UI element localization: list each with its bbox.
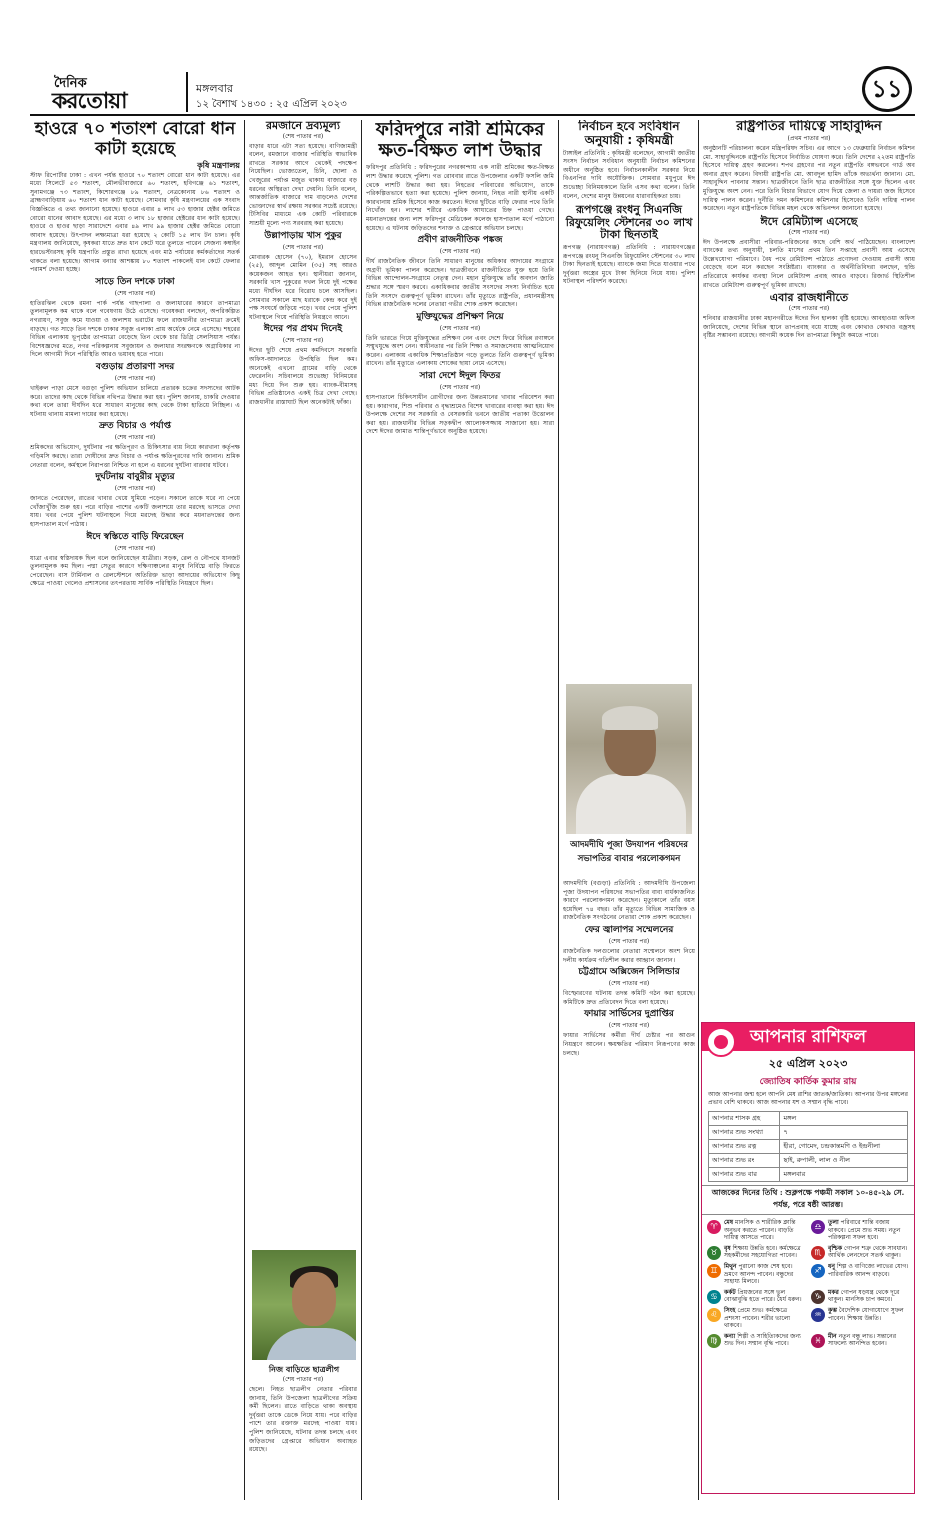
- subhead-accident: দুর্ঘটনায় বাবুরীর মৃত্যুর: [95, 472, 175, 483]
- continued-label: (শেষ পাতার পর): [608, 937, 650, 945]
- table-row: [709, 1112, 908, 1126]
- zodiac-symbol-icon: ♋: [707, 1290, 721, 1304]
- body-president: অনুষ্ঠানটি পরিচালনা করেন মন্ত্রিপরিষদ সচিব। এর আগে ১৩ ফেব্রুয়ারি নির্বাচন কমিশন মো. সাহাবুদ্দিনকে রাষ্ট্রপতি হিসেবে নির্বাচিত ঘোষণা করে। তিনি দেশের ২২তম রাষ্ট্রপতি হিসেবে দায়িত্ব গ্রহণ করলেন। শপথ গ্রহণের পর নতুন রাষ্ট্রপতি বঙ্গভবনে গার্ড অব অনার গ্রহণ করেন। বিদায়ী রাষ্ট্রপতি মো. আবদুল হামিদ তাঁকে অভ্যর্থনা জানান। মো. সাহাবুদ্দিন পাবনার সন্তান। ছাত্রজীবনে তিনি ছাত্র রাজনীতির সঙ্গে যুক্ত ছিলেন এবং মুক্তিযুদ্ধে অংশ নেন। পরে তিনি বিচার বিভাগে যোগ দিয়ে জেলা ও দায়রা জজ হিসেবে দায়িত্ব পালন করেন। দুর্নীতি দমন কমিশনের কমিশনার হিসেবেও তিনি দায়িত্ব পালন করেছেন। নতুন রাষ্ট্রপতিকে বিভিন্ন মহল থেকে অভিনন্দন জানানো হয়েছে।: [703, 144, 915, 213]
- zodiac-sign-entry: [707, 1263, 805, 1286]
- photo-detail: [576, 774, 686, 834]
- subhead-oxygen: চট্টগ্রামে অক্সিজেন সিলিন্ডার: [578, 967, 680, 978]
- continued-label: (শেষ পাতার পর): [439, 324, 481, 332]
- continued-label: (শেষ পাতার পর): [114, 434, 156, 442]
- lucky-value: হীরা, গোমেদ, চন্দ্রকান্তমণি ও ইন্দ্রনীলা: [780, 1140, 908, 1154]
- lucky-label: আপনার শুভ বার: [709, 1168, 780, 1182]
- body-eid-travel: যাত্রা এবার স্বস্তিদায়ক ছিল বলে জানিয়েছেন যাত্রীরা। সড়ক, রেল ও নৌপথে যানজট তুলনামূলক কম ছিল। পদ্মা সেতুর কারণে দক্ষিণাঞ্চলের মানুষ নির্বিঘ্নে বাড়ি ফিরতে পেরেছেন। বাস টার্মিনাল ও রেলস্টেশনে অতিরিক্ত ভাড়া আদায়ের অভিযোগ কিছু ক্ষেত্রে পাওয়া গেলেও প্রশাসনের তৎপরতায় সার্বিক পরিস্থিতি নিয়ন্ত্রণে ছিল।: [30, 554, 240, 588]
- table-row: [709, 1126, 908, 1140]
- subhead-politician: প্রবীণ রাজনীতিক পঙ্কজ: [417, 235, 503, 246]
- body-politician: দীর্ঘ রাজনৈতিক জীবনে তিনি সাধারণ মানুষের অধিকার আদায়ের সংগ্রামে অগ্রণী ভূমিকা পালন করেছেন। ছাত্রজীবনে রাজনীতিতে যুক্ত হয়ে তিনি বিভিন্ন আন্দোলন-সংগ্রামে নেতৃত্ব দেন। মহান মুক্তিযুদ্ধে তাঁর অবদান জাতি শ্রদ্ধার সঙ্গে স্মরণ করবে। একাধিকবার জাতীয় সংসদের সদস্য নির্বাচিত হয়ে তিনি সংসদে গুরুত্বপূর্ণ ভূমিকা রাখেন। তাঁর মৃত্যুতে রাষ্ট্রপতি, প্রধানমন্ত্রীসহ বিভিন্ন রাজনৈতিক দলের নেতারা গভীর শোক প্রকাশ করেছেন।: [366, 258, 554, 309]
- column-rule: [361, 120, 362, 1500]
- zodiac-text: [724, 1333, 805, 1348]
- zodiac-forecast: শিল্পী ও সাহিত্যিকদের জন্য শুভ দিন। সম্মান বৃদ্ধি পাবে।: [724, 1332, 801, 1348]
- body-dhaka: হাতিরঝিল থেকে রমনা পার্ক পর্যন্ত গাছপালা ও জলাধারের কারণে তাপমাত্রা তুলনামূলক কম থাকে বলে গবেষণায় উঠে এসেছে। গবেষকরা বলছেন, অপরিকল্পিত নগরায়ণ, সবুজ কমে যাওয়া ও জলাশয় ভরাটের ফলে রাজধানীর তাপমাত্রা ক্রমেই বাড়ছে। গত সাড়ে তিন দশকে ঢাকার সবুজ এলাকা প্রায় অর্ধেকে নেমে এসেছে। শহরের বিভিন্ন এলাকায় ভূপৃষ্ঠের তাপমাত্রা বেড়েছে তিন থেকে চার ডিগ্রি সেলসিয়াস পর্যন্ত। বিশেষজ্ঞদের মতে, নগর পরিকল্পনায় সবুজায়ন ও জলাধার সংরক্ষণকে অগ্রাধিকার না দিলে আগামী দিনে পরিস্থিতি আরও ভয়াবহ হতে পারে।: [30, 299, 240, 359]
- zodiac-wheel-icon: [706, 1027, 736, 1057]
- body-robbery: রূপগঞ্জ (নারায়ণগঞ্জ) প্রতিনিধি : নারায়ণগঞ্জের রূপগঞ্জে রংধনু সিএনজি রিফুয়েলিং স্টেশনের ৩০ লাখ টাকা ছিনতাই হয়েছে। ব্যাংকে জমা দিতে যাওয়ার পথে দুর্বৃত্তরা অস্ত্রের মুখে টাকা ছিনিয়ে নিয়ে যায়। পুলিশ ঘটনাস্থল পরিদর্শন করেছে।: [563, 244, 695, 286]
- continued-label: (শেষ পাতার পর): [282, 1376, 324, 1383]
- article-elections: [563, 120, 695, 680]
- zodiac-name: বৃষ: [724, 1244, 731, 1252]
- subhead-bogura: বগুড়ায় প্রতারণা সদর: [95, 361, 175, 372]
- zodiac-forecast: শিল্প ও বাণিজ্যে লাভের যোগ। পারিবারিক আনন্দ বাড়বে।: [828, 1262, 909, 1278]
- body-obituary: আদমদীঘি (বগুড়া) প্রতিনিধি : আদমদীঘি উপজেলা পূজা উদযাপন পরিষদের সভাপতির বাবা বার্ধক্যজনিত কারণে পরলোকগমন করেছেন। মৃত্যুকালে তাঁর বয়স হয়েছিল ৭৪ বছর। তাঁর মৃত্যুতে বিভিন্ন সামাজিক ও রাজনৈতিক সংগঠনের নেতারা শোক প্রকাশ করেছেন।: [563, 880, 695, 922]
- zodiac-forecast: নতুন বন্ধু লাভ। সন্তানের সাফল্যে আনন্দিত হবেন।: [828, 1332, 896, 1348]
- zodiac-sign-entry: [811, 1289, 909, 1304]
- lucky-label: আপনার শাসক গ্রহ: [709, 1112, 780, 1126]
- zodiac-forecast: পরিবারে শান্তি বজায় থাকবে। প্রেমে শুভ সময়। নতুন পরিকল্পনা সফল হবে।: [828, 1219, 901, 1242]
- zodiac-name: কন্যা: [724, 1332, 736, 1340]
- zodiac-text: [724, 1307, 805, 1330]
- zodiac-symbol-icon: ♌: [707, 1308, 721, 1322]
- photo-caption-elder: আদমদীঘি পূজা উদযাপন পরিষদের সভাপতির বাবার পরলোকগমন: [570, 840, 688, 864]
- continued-label: (শেষ পাতার পর): [439, 384, 481, 392]
- zodiac-name: তুলা: [828, 1219, 839, 1226]
- zodiac-forecast: মানসিক ও শারীরিক ক্লান্তি অনুভব করতে পারেন। বাড়তি দায়িত্ব আসতে পারে।: [724, 1219, 796, 1242]
- zodiac-sign-entry: [811, 1219, 909, 1242]
- body-oxygen: বিস্ফোরণের ঘটনায় তদন্ত কমিটি গঠন করা হয়েছে। কমিটিকে দ্রুত প্রতিবেদন দিতে বলা হয়েছে।: [563, 990, 695, 1006]
- subhead-eid: সারা দেশে ঈদুল ফিতর: [419, 371, 501, 382]
- headline-elections: নির্বাচন হবে সংবিধান অনুযায়ী : কৃষিমন্ত্রী: [578, 120, 680, 147]
- body-elections: টাঙ্গাইল প্রতিনিধি : কৃষিমন্ত্রী বলেছেন, আগামী জাতীয় সংসদ নির্বাচন সংবিধান অনুযায়ী নির্বাচন কমিশনের অধীনে অনুষ্ঠিত হবে। নির্বাচনকালীন সরকার নিয়ে বিএনপির দাবি অযৌক্তিক। সোমবার মধুপুরে ঈদ শুভেচ্ছা বিনিময়কালে তিনি এসব কথা বলেন। তিনি বলেন, দেশের মানুষ উন্নয়নের ধারাবাহিকতা চায়।: [563, 149, 695, 200]
- zodiac-text: [828, 1219, 909, 1242]
- zodiac-forecast: প্রিয়জনের সঙ্গে ভুল বোঝাবুঝি হতে পারে। ধৈর্য ধরুন।: [724, 1288, 802, 1304]
- subhead-trial: দ্রুত বিচার ও পর্যাপ্ত: [99, 421, 171, 432]
- lucky-value: মঙ্গল: [780, 1112, 908, 1126]
- photo-caption-youth: নিজ বাড়িতে ছাত্রলীগ: [268, 1364, 340, 1374]
- lucky-value: ছাই, রুপালী, লাল ও নীল: [780, 1154, 908, 1168]
- body-fire-service: ফায়ার সার্ভিসের কর্মীরা দীর্ঘ চেষ্টার পর আগুন নিয়ন্ত্রণে আনেন। ক্ষয়ক্ষতির পরিমাণ নিরূপণের কাজ চলছে।: [563, 1032, 695, 1057]
- newspaper-logo: করতোয়া: [52, 89, 127, 114]
- zodiac-text: [828, 1245, 909, 1260]
- byline-harvest: কৃষি মন্ত্রণালয়: [197, 160, 240, 171]
- zodiac-symbol-icon: ♎: [811, 1220, 825, 1234]
- body-eid: হাসপাতালে চিকিৎসাধীন রোগীদের জন্য উন্নতমানের খাবার পরিবেশন করা হয়। কারাগার, শিশু পরিবার ও বৃদ্ধাশ্রমেও বিশেষ খাবারের ব্যবস্থা করা হয়। ঈদ উপলক্ষে দেশের সব সরকারি ও বেসরকারি ভবনে জাতীয় পতাকা উত্তোলন করা হয়। রাজধানীর বিভিন্ন সড়কদ্বীপ আলোকসজ্জায় সাজানো হয়। সারা দেশে ঈদের জামাত শান্তিপূর্ণভাবে অনুষ্ঠিত হয়েছে।: [366, 394, 554, 436]
- zodiac-text: [828, 1307, 909, 1330]
- subhead-capital: এবার রাজধানীতে: [769, 291, 849, 305]
- zodiac-text: [828, 1263, 909, 1286]
- zodiac-symbol-icon: ♏: [811, 1246, 825, 1260]
- continued-label: (শেষ পাতার পর): [114, 289, 156, 297]
- photo-youth: [252, 1250, 356, 1360]
- masthead: [0, 0, 945, 112]
- zodiac-text: [724, 1245, 805, 1260]
- table-row: [709, 1140, 908, 1154]
- column-rule: [698, 120, 699, 1500]
- zodiac-sign-entry: [811, 1307, 909, 1330]
- headline-president: রাষ্ট্রপতির দায়িত্বে সাহাবুদ্দিন: [736, 120, 882, 134]
- photo-detail: [602, 706, 658, 730]
- continued-label: (শেষ পাতার পর): [788, 228, 830, 236]
- continued-label: (শেষ পাতার পর): [282, 337, 324, 345]
- article-ramadan: [249, 120, 357, 1360]
- zodiac-text: [828, 1289, 909, 1304]
- lucky-label: আপনার শুভ রত্ন: [709, 1140, 780, 1154]
- body-conference: রাজনৈতিক দলগুলোর নেতারা সম্মেলনে অংশ নিয়ে দলীয় কার্যক্রম গতিশীল করার আহ্বান জানান।: [563, 947, 695, 964]
- lucky-value: মঙ্গলবার: [780, 1168, 908, 1182]
- article-president: [703, 120, 915, 1015]
- issue-day: মঙ্গলবার: [196, 82, 233, 95]
- zodiac-name: মীন: [828, 1332, 837, 1340]
- lucky-label: আপনার শুভ সংখ্যা: [709, 1126, 780, 1140]
- zodiac-name: কুম্ভ: [828, 1306, 837, 1314]
- zodiac-sign-entry: [811, 1245, 909, 1260]
- lucky-label: আপনার শুভ রং: [709, 1154, 780, 1168]
- zodiac-forecast: বৈদেশিক যোগাযোগে সুফল পাবেন। শিক্ষায় উন্নতি।: [828, 1306, 904, 1322]
- horoscope-author: জ্যোতিষ কার্তিক কুমার রায়: [759, 1077, 857, 1087]
- zodiac-forecast: গোপন শত্রু থেকে সাবধান। আর্থিক লেনদেনে সতর্ক থাকুন।: [828, 1244, 908, 1260]
- horoscope-header: আপনার রাশিফল: [702, 1023, 914, 1051]
- photo-detail: [266, 1328, 356, 1360]
- column-rule: [244, 120, 245, 1500]
- zodiac-symbol-icon: ♒: [811, 1308, 825, 1322]
- continued-label: (শেষ পাতার পর): [608, 980, 650, 988]
- zodiac-symbol-icon: ♊: [707, 1264, 721, 1278]
- page-number: ১১: [862, 66, 912, 112]
- continued-label: (শেষ পাতার পর): [282, 243, 324, 251]
- zodiac-symbol-icon: ♓: [811, 1334, 825, 1348]
- zodiac-symbol-icon: ♍: [707, 1334, 721, 1348]
- zodiac-forecast: প্রেমে শুভ। কর্মক্ষেত্রে প্রশংসা পাবেন। শরীর ভালো থাকবে।: [724, 1306, 791, 1330]
- masthead-divider: [186, 72, 188, 112]
- body-ramadan: বাড়ার ধারে এটা সত্য হয়েছে। বাণিজ্যমন্ত্রী বলেন, রমজানে বাজার পরিস্থিতি স্বাভাবিক রাখতে সরকার আগে থেকেই পদক্ষেপ নিয়েছিল। ভোজ্যতেল, চিনি, ছোলা ও খেজুরের পর্যাপ্ত মজুত থাকায় বাজারে বড় ধরনের অস্থিরতা দেখা দেয়নি। তিনি বলেন, আন্তর্জাতিক বাজারে দাম বাড়লেও দেশের ভোক্তাদের স্বার্থ রক্ষায় সরকার সচেষ্ট রয়েছে। টিসিবির মাধ্যমে এক কোটি পরিবারকে সাশ্রয়ী মূল্যে পণ্য সরবরাহ করা হয়েছে।: [249, 142, 357, 227]
- lucky-value: ৭: [780, 1126, 908, 1140]
- zodiac-signs: [702, 1215, 914, 1352]
- zodiac-name: ধনু: [828, 1262, 835, 1270]
- subhead-ullapara: উল্লাপাড়ায় খাস পুকুর: [264, 230, 342, 241]
- zodiac-sign-entry: [707, 1289, 805, 1304]
- continued-label: (শেষ পাতার পর): [114, 485, 156, 493]
- body-trial: শ্রমিকদের অভিযোগ, দুর্ঘটনার পর ক্ষতিপূরণ ও চিকিৎসার ব্যয় নিয়ে কারখানা কর্তৃপক্ষ গড়িমসি করছে। তারা দোষীদের দ্রুত বিচার ও পর্যাপ্ত ক্ষতিপূরণের দাবি জানান। শ্রমিক নেতারা বলেন, কর্মস্থলে নিরাপত্তা নিশ্চিত না হলে এ ধরনের দুর্ঘটনা বারবার ঘটবে।: [30, 444, 240, 469]
- subhead-fire-service: ফায়ার সার্ভিসের দুপ্রাপ্তির: [584, 1009, 674, 1020]
- body-bogura: খাইরুল পাড়া মেসে বগুড়া পুলিশ অভিযান চালিয়ে প্রতারক চক্রের সদস্যদের আটক করে। তাদের কাছ থেকে বিভিন্ন নথিপত্র উদ্ধার করা হয়। পুলিশ জানায়, চাকরি দেওয়ার কথা বলে তারা দীর্ঘদিন ধরে সাধারণ মানুষের কাছ থেকে টাকা হাতিয়ে নিচ্ছিল। এ ঘটনায় থানায় মামলা দায়ের করা হয়েছে।: [30, 384, 240, 418]
- issue-date: ১২ বৈশাখ ১৪৩০ : ২৫ এপ্রিল ২০২৩: [196, 99, 347, 110]
- lucky-table: [708, 1111, 908, 1182]
- subhead-first-day: ঈদের পর প্রথম দিনেই: [263, 324, 343, 335]
- continued-label: (শেষ পাতার পর): [282, 132, 324, 140]
- body-youth: ছেলে। নিহত ছাত্রলীগ নেতার পরিবার জানায়, তিনি উপজেলা ছাত্রলীগের সক্রিয় কর্মী ছিলেন। রাতে বাড়িতে থাকা অবস্থায় দুর্বৃত্তরা তাকে ডেকে নিয়ে যায়। পরে বাড়ির পাশে তার রক্তাক্ত মরদেহ পাওয়া যায়। পুলিশ জানিয়েছে, ঘটনার তদন্ত চলছে এবং জড়িতদের গ্রেপ্তারে অভিযান অব্যাহত রয়েছে।: [249, 1386, 357, 1454]
- zodiac-forecast: গোপন ষড়যন্ত্র থেকে দূরে থাকুন। মানসিক চাপ কমবে।: [828, 1288, 900, 1304]
- photo-detail: [292, 1272, 336, 1326]
- zodiac-symbol-icon: ♑: [811, 1290, 825, 1304]
- continued-label: (প্রথম পাতার পর): [787, 134, 831, 142]
- zodiac-sign-entry: [707, 1307, 805, 1330]
- zodiac-symbol-icon: ♉: [707, 1246, 721, 1260]
- zodiac-name: মকর: [828, 1288, 839, 1296]
- article-harvest: [30, 120, 240, 1500]
- continued-label: (শেষ পাতার পর): [114, 544, 156, 552]
- horoscope-intro: আজ আপনার জন্ম হলে আপনি মেষ রাশির জাতক/জাতিকা। আপনার উপর মঙ্গলের প্রভাব বেশি থাকবে। আজ আপনার যশ ও সম্মান বৃদ্ধি পাবে।: [708, 1091, 908, 1106]
- zodiac-text: [724, 1289, 805, 1304]
- headline-faridpur-2: ক্ষত-বিক্ষত লাশ উদ্ধার: [378, 139, 542, 161]
- body-training: তিনি ভারতে গিয়ে মুক্তিযুদ্ধের প্রশিক্ষণ নেন এবং দেশে ফিরে বিভিন্ন রণাঙ্গনে সম্মুখযুদ্ধে অংশ নেন। স্বাধীনতার পর তিনি শিক্ষা ও সমাজসেবায় আত্মনিয়োগ করেন। এলাকায় একাধিক শিক্ষাপ্রতিষ্ঠান গড়ে তুলতে তিনি গুরুত্বপূর্ণ ভূমিকা রাখেন। তাঁর মৃত্যুতে এলাকায় শোকের ছায়া নেমে এসেছে।: [366, 334, 554, 368]
- headline-harvest: হাওরে ৭০ শতাংশ বোরো ধান কাটা হয়েছে: [34, 120, 236, 159]
- column-rule: [558, 120, 559, 1500]
- logo-prefix: দৈনিক: [54, 76, 87, 91]
- zodiac-sign-entry: [707, 1333, 805, 1348]
- zodiac-symbol-icon: ♐: [811, 1264, 825, 1278]
- zodiac-sign-entry: [707, 1219, 805, 1242]
- zodiac-symbol-icon: ♈: [707, 1220, 721, 1234]
- zodiac-text: [724, 1219, 805, 1242]
- zodiac-sign-entry: [811, 1263, 909, 1286]
- horoscope-box: [701, 1022, 915, 1494]
- article-obituary: [563, 878, 695, 1500]
- body-harvest: স্টাফ রিপোর্টার ঢাকা : এখন পর্যন্ত হাওরে ৭০ শতাংশ বোরো ধান কাটা হয়েছে। এর মধ্যে সিলেটে ৫৩ শতাংশ, মৌলভীবাজারে ৬০ শতাংশ, হবিগঞ্জে ৬১ শতাংশ, সুনামগঞ্জে ৭৩ শতাংশ, কিশোরগঞ্জে ৮৯ শতাংশ, নেত্রকোনায় ৮৬ শতাংশ ও ব্রাহ্মণবাড়িয়ায় ৬০ শতাংশ ধান কাটা হয়েছে। সোমবার কৃষি মন্ত্রণালয়ের এক সংবাদ বিজ্ঞপ্তিতে এ তথ্য জানানো হয়েছে। হাওরে এবার ৪ লাখ ৫৩ হাজার হেক্টর জমিতে বোরো ধানের আবাদ হয়েছে। এর মধ্যে ৩ লাখ ১৮ হাজার হেক্টরের ধান কাটা হয়েছে। হাওরে ও হাওর ছাড়া সারাদেশে এবার ৪৯ লাখ ৯৯ হাজার হেক্টর জমিতে বোরো আবাদ হয়েছে। উৎপাদন লক্ষ্যমাত্রা ধরা হয়েছে ২ কোটি ১৫ লাখ টন চাল। কৃষি মন্ত্রণালয় জানিয়েছে, কৃষকরা যাতে দ্রুত ধান কেটে ঘরে তুলতে পারেন সেজন্য কম্বাইন হারভেস্টারসহ কৃষি যন্ত্রপাতি প্রস্তুত রাখা হয়েছে এবং মাঠ পর্যায়ের কর্মকর্তাদের সতর্ক থাকতে বলা হয়েছে। আগাম বন্যার আশঙ্কায় ৮০ শতাংশ পাকলেই ধান কেটে ফেলার পরামর্শ দেওয়া হচ্ছে।: [30, 171, 240, 274]
- zodiac-text: [724, 1263, 805, 1286]
- horoscope-tithi: আজকের দিনের তিথি : শুক্লপক্ষে পঞ্চমী সকাল ১০-৪৫-২৯ সে. পর্যন্ত, পরে ষষ্ঠী আরম্ভ।: [702, 1185, 914, 1215]
- subhead-eid-travel: ঈদে স্বস্তিতে বাড়ি ফিরেছেন: [86, 531, 184, 542]
- zodiac-sign-entry: [811, 1333, 909, 1348]
- headline-faridpur-1: ফরিদপুরে নারী শ্রমিকের: [375, 120, 545, 140]
- headline-robbery: রূপগঞ্জে রংধনু সিএনজি রিফুয়েলিং স্টেশনের ৩০ লাখ টাকা ছিনতাই: [565, 203, 693, 242]
- subhead-dhaka: সাড়ে তিন দশকে ঢাকা: [95, 276, 175, 287]
- body-ullapara: মোবারক হোসেন (৭০), ইমরান হোসেন (২৫), আব্দুল মোমিন (৩৫) সহ আরও কয়েকজন আহত হন। স্থানীয়রা জানান, সরকারি খাস পুকুরের দখল নিয়ে দুই পক্ষের মধ্যে দীর্ঘদিন ধরে বিরোধ চলে আসছিল। সোমবার সকালে মাছ ধরাকে কেন্দ্র করে দুই পক্ষ সংঘর্ষে জড়িয়ে পড়ে। খবর পেয়ে পুলিশ ঘটনাস্থলে গিয়ে পরিস্থিতি নিয়ন্ত্রণে আনে।: [249, 253, 357, 321]
- zodiac-name: সিংহ: [724, 1306, 736, 1314]
- table-row: [709, 1154, 908, 1168]
- body-accident: জানতে পেরেছেন, রাতের খাবার খেয়ে ঘুমিয়ে পড়েন। সকালে তাকে ঘরে না পেয়ে খোঁজাখুঁজি শুরু হয়। পরে বাড়ির পাশের একটি জলাশয়ে তার মরদেহ ভাসতে দেখা যায়। খবর পেয়ে পুলিশ ঘটনাস্থলে গিয়ে মরদেহ উদ্ধার করে ময়নাতদন্তের জন্য হাসপাতাল মর্গে পাঠায়।: [30, 495, 240, 528]
- body-remittance: ঈদ উপলক্ষে প্রবাসীরা পরিবার-পরিজনের কাছে বেশি অর্থ পাঠিয়েছেন। বাংলাদেশ ব্যাংকের তথ্য অনুযায়ী, চলতি মাসের প্রথম তিন সপ্তাহে প্রবাসী আয় এসেছে উল্লেখযোগ্য পরিমাণে। বৈধ পথে রেমিট্যান্স পাঠাতে প্রণোদনা দেওয়ায় প্রবাসী আয় বেড়েছে বলে মনে করছেন সংশ্লিষ্টরা। ব্যাংকার ও অর্থনীতিবিদরা বলছেন, হুন্ডি প্রতিরোধে কার্যকর ব্যবস্থা নিলে রেমিট্যান্স প্রবাহ আরও বাড়বে। রিজার্ভ স্থিতিশীল রাখতে রেমিট্যান্স গুরুত্বপূর্ণ ভূমিকা রাখছে।: [703, 238, 915, 289]
- continued-label: (শেষ পাতার পর): [608, 1022, 650, 1030]
- zodiac-name: মিথুন: [724, 1262, 737, 1270]
- table-row: [709, 1168, 908, 1182]
- zodiac-forecast: পুরানো কাজ শেষ হবে। ভ্রমণে আনন্দ পাবেন। বন্ধুদের সাহায্য মিলবে।: [724, 1262, 794, 1286]
- zodiac-name: কর্কট: [724, 1288, 736, 1296]
- zodiac-text: [828, 1333, 909, 1348]
- subhead-training: মুক্তিযুদ্ধের প্রশিক্ষণ নিয়ে: [416, 311, 504, 322]
- body-first-day: ঈদের ছুটি শেষে প্রথম কর্মদিবসে সরকারি অফিস-আদালতে উপস্থিতি ছিল কম। অনেকেই এখনো গ্রামের বাড়ি থেকে ফেরেননি। সচিবালয়ে শুভেচ্ছা বিনিময়ের মধ্য দিয়ে দিন শুরু হয়। ব্যাংক-বীমাসহ বিভিন্ন প্রতিষ্ঠানেও একই চিত্র দেখা গেছে। রাজধানীর রাস্তাঘাট ছিল অনেকটাই ফাঁকা।: [249, 347, 357, 406]
- continued-label: (শেষ পাতার পর): [788, 305, 830, 313]
- subhead-remittance: ঈদে রেমিট্যান্স এসেছে: [760, 214, 858, 228]
- article-faridpur: [366, 120, 554, 1500]
- continued-label: (শেষ পাতার পর): [439, 248, 481, 256]
- horoscope-date: ২৫ এপ্রিল ২০২৩: [768, 1057, 848, 1070]
- photo-elder: [566, 684, 692, 834]
- zodiac-name: মেষ: [724, 1219, 734, 1226]
- zodiac-name: বৃশ্চিক: [828, 1244, 843, 1252]
- zodiac-sign-entry: [707, 1245, 805, 1260]
- subhead-conference: ফের জ্বালাপর সম্মেলনের: [584, 924, 674, 935]
- headline-ramadan: রমজানে দ্রব্যমূল্য: [265, 120, 341, 132]
- zodiac-forecast: শিক্ষায় উন্নতি হবে। কর্মক্ষেত্রে সহকর্মীদের সহযোগিতা পাবেন।: [724, 1244, 801, 1260]
- continued-label: (শেষ পাতার পর): [114, 374, 156, 382]
- body-faridpur: ফরিদপুর প্রতিনিধি : ফরিদপুরের নগরকান্দায় এক নারী শ্রমিকের ক্ষত-বিক্ষত লাশ উদ্ধার করেছে পুলিশ। গত রোববার রাতে উপজেলার একটি ফসলি জমি থেকে লাশটি উদ্ধার করা হয়। নিহতের পরিবারের অভিযোগ, তাকে পরিকল্পিতভাবে হত্যা করা হয়েছে। পুলিশ জানায়, নিহত নারী স্থানীয় একটি কারখানায় শ্রমিক হিসেবে কাজ করতেন। ঈদের ছুটিতে বাড়ি ফেরার পথে তিনি নিখোঁজ হন। লাশের শরীরে একাধিক আঘাতের চিহ্ন পাওয়া গেছে। ময়নাতদন্তের জন্য লাশ ফরিদপুর মেডিকেল কলেজ হাসপাতাল মর্গে পাঠানো হয়েছে। এ ঘটনায় জড়িতদের শনাক্ত ও গ্রেপ্তারে অভিযান চলছে।: [366, 164, 554, 232]
- body-capital: শনিবার রাজধানীর ঢাকা মহানগরীতে ঈদের দিন হালকা বৃষ্টি হয়েছে। আবহাওয়া অফিস জানিয়েছে, দেশের বিভিন্ন স্থানে তাপপ্রবাহ বয়ে যাচ্ছে এবং কোথাও কোথাও বজ্রসহ বৃষ্টির সম্ভাবনা রয়েছে। আগামী কয়েক দিন তাপমাত্রা কিছুটা কমতে পারে।: [703, 315, 915, 340]
- article-youth: [249, 1376, 357, 1500]
- masthead-rule: [30, 114, 915, 116]
